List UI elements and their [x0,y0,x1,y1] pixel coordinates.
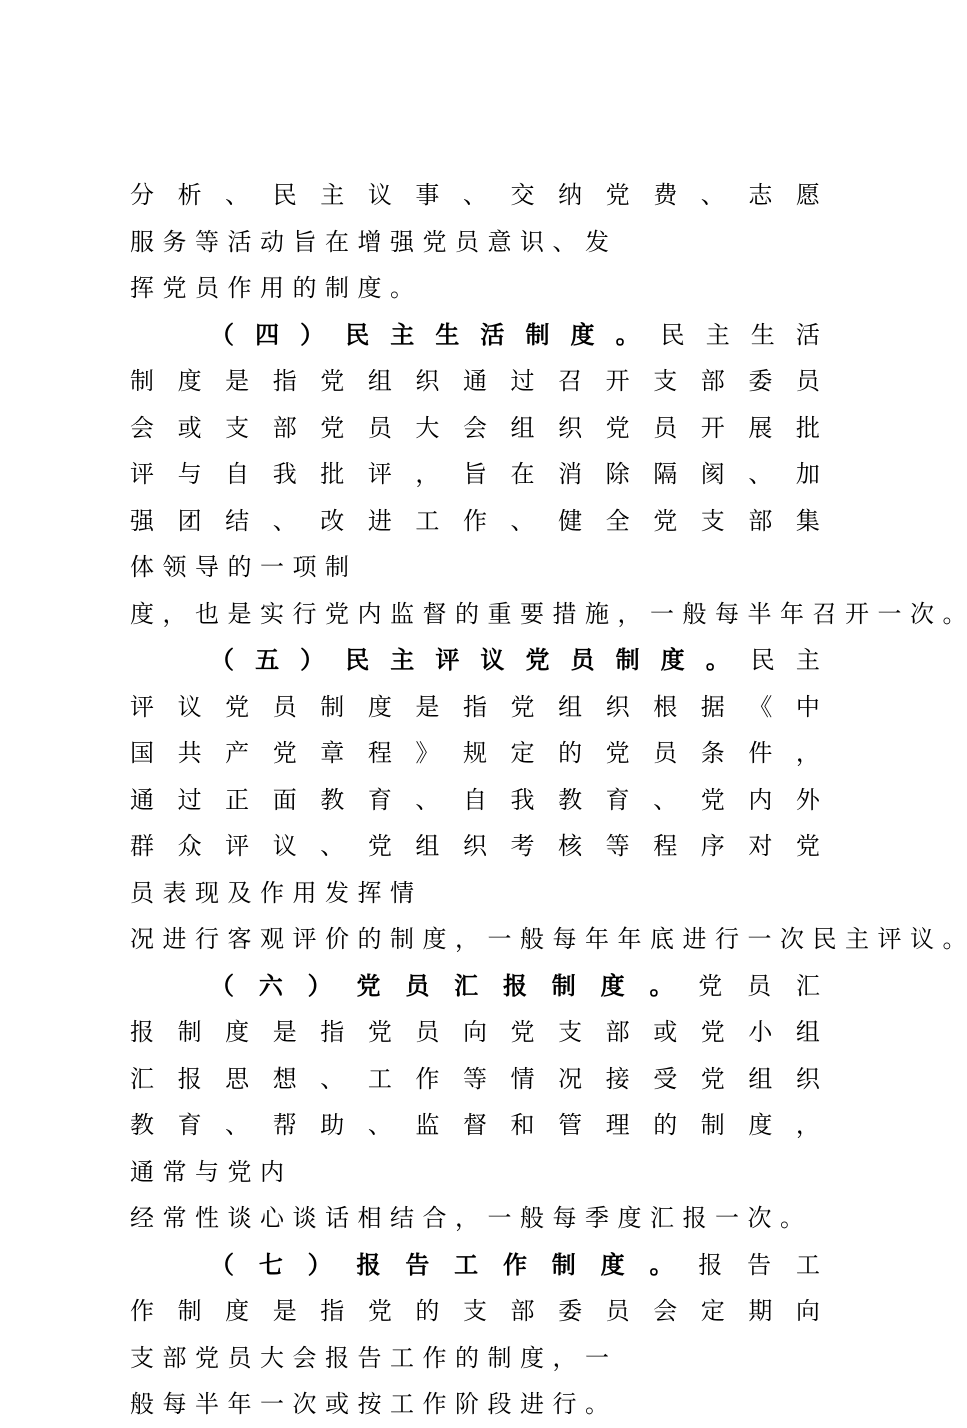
paragraph-continuation [130,172,820,312]
text-line: （ 六 ） 党 员 汇 报 制 度 。 党 员 汇 [210,970,820,1000]
paragraph-democratic-life-system [130,312,967,638]
paragraph-democratic-evaluation-system [130,637,967,963]
text-line: （ 四 ） 民 主 生 活 制 度 。 民 主 生 活 [210,319,820,349]
text-line: 国 共 产 党 章 程 》 规 定 的 党 员 条 件 ， [130,739,820,767]
text-line: 会 或 支 部 党 员 大 会 组 织 党 员 开 展 批 [130,413,820,442]
text-line: 群 众 评 议 、 党 组 织 考 核 等 程 序 对 党 [130,832,820,860]
text-line: 分 析 、 民 主 议 事 、 交 纳 党 费 、 志 愿 [130,181,820,209]
text-line: 挥 党 员 作 用 的 制 度 。 [130,274,414,302]
text-line: 作 制 度 是 指 党 的 支 部 委 员 会 定 期 向 [130,1297,820,1325]
paragraph-work-report-system [130,1242,820,1428]
text-line: 通 常 与 党 内 [130,1157,284,1186]
text-line: 评 议 党 员 制 度 是 指 党 组 织 根 据 《 中 [130,692,820,721]
text-line: 服 务 等 活 动 旨 在 增 强 党 员 意 识 、 发 [130,227,609,256]
text-line: 度 ， 也 是 实 行 党 内 监 督 的 重 要 措 施 ， 一 般 每 半 年 召 开 一 次 。 [130,599,967,628]
paragraph-member-report-system [130,963,820,1242]
text-line: 体 领 导 的 一 项 制 [130,553,349,581]
text-line: （ 五 ） 民 主 评 议 党 员 制 度 。 民 主 [210,645,820,674]
text-line: 般 每 半 年 一 次 或 按 工 作 阶 段 进 行 。 [130,1390,609,1418]
text-line: 支 部 党 员 大 会 报 告 工 作 的 制 度 ， 一 [130,1343,609,1372]
text-line: 评 与 自 我 批 评 ， 旨 在 消 除 隔 阂 、 加 [130,460,820,488]
text-line: 经 常 性 谈 心 谈 话 相 结 合 ， 一 般 每 季 度 汇 报 一 次 。 [130,1204,804,1232]
text-line: 教 育 、 帮 助 、 监 督 和 管 理 的 制 度 ， [130,1111,820,1139]
text-line: 汇 报 思 想 、 工 作 等 情 况 接 受 党 组 织 [130,1064,820,1093]
text-line: 制 度 是 指 党 组 织 通 过 召 开 支 部 委 员 [130,367,820,395]
document-body [130,172,967,1428]
text-line: 报 制 度 是 指 党 员 向 党 支 部 或 党 小 组 [130,1018,820,1046]
text-line: 强 团 结 、 改 进 工 作 、 健 全 党 支 部 集 [130,506,820,535]
text-line: 通 过 正 面 教 育 、 自 我 教 育 、 党 内 外 [130,785,820,814]
text-line: 况 进 行 客 观 评 价 的 制 度 ， 一 般 每 年 年 底 进 行 一 次 民 主 评 议 。 [130,925,967,953]
text-line: 员 表 现 及 作 用 发 挥 情 [130,878,414,907]
text-line: （ 七 ） 报 告 工 作 制 度 。 报 告 工 [210,1249,820,1279]
